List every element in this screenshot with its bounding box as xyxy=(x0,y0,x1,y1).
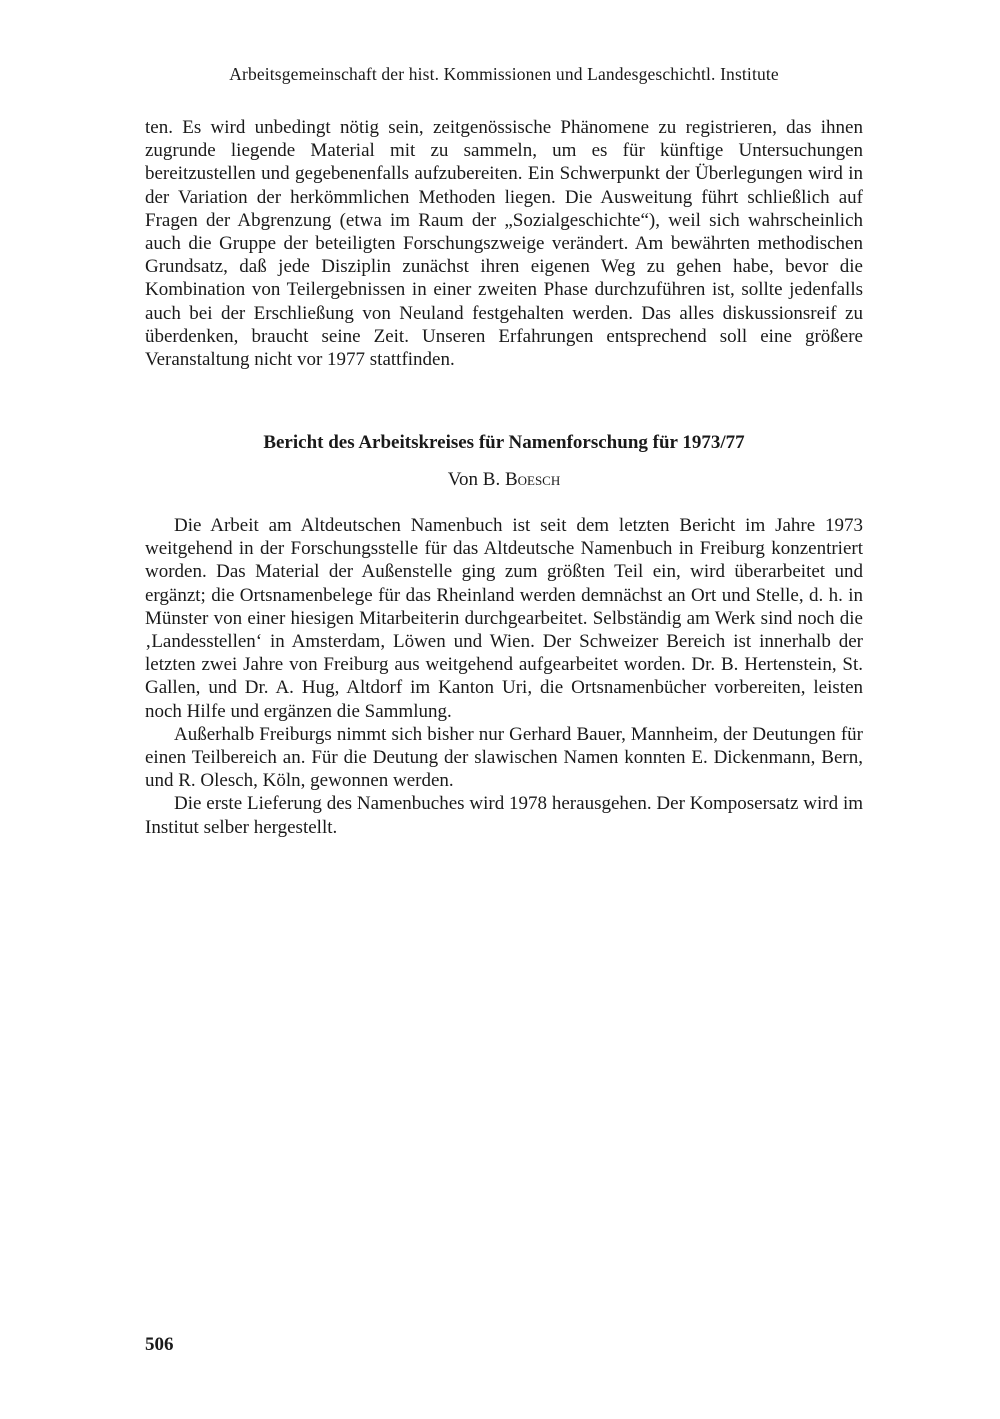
section-paragraph-1: Die Arbeit am Altdeutschen Namenbuch ist seit dem letzten Bericht im Jahre 1973 weitgehend in der Forschungsstelle für das Altdeutsche Namenbuch in Freiburg konzentriert worden. Das Material der Außenstelle ging zum größten Teil ein, wird überarbeitet und ergänzt; die Ortsnamenbelege für das Rheinland werden demnächst an Ort und Stelle, d. h. in Münster von einer hiesigen Mitarbeiterin durchgearbeitet. Selbständig am Werk sind noch die ‚Landesstellen‘ in Amsterdam, Löwen und Wien. Der Schweizer Bereich ist innerhalb der letzten zwei Jahre von Freiburg aus weitgehend aufgearbeitet worden. Dr. B. Hertenstein, St. Gallen, und Dr. A. Hug, Altdorf im Kanton Uri, die Ortsnamenbücher vorbereiten, leisten noch Hilfe und ergänzen die Sammlung. xyxy=(145,515,863,722)
document-page xyxy=(145,0,863,1419)
byline-author: Boesch xyxy=(504,469,561,490)
page-number: 506 xyxy=(145,1334,174,1355)
section-title: Bericht des Arbeitskreises für Namenforschung für 1973/77 xyxy=(263,432,745,453)
byline-prefix: Von B. xyxy=(447,469,501,490)
section-body xyxy=(145,514,863,839)
running-head: Arbeitsgemeinschaft der hist. Kommissionen und Landesgeschichtl. Institute xyxy=(229,64,779,84)
byline xyxy=(145,468,863,492)
section-paragraph-2: Außerhalb Freiburgs nimmt sich bisher nur Gerhard Bauer, Mannheim, der Deutungen für einen Teilbereich an. Für die Deutung der slawischen Namen konnten E. Dickenmann, Bern, und R. Olesch, Köln, gewonnen werden. xyxy=(145,723,863,792)
intro-paragraph: ten. Es wird unbedingt nötig sein, zeitgenössische Phänomene zu registrieren, das ihnen zugrunde liegende Material mit zu sammeln, um es für künftige Untersuchungen bereitzustellen und gegebenenfalls aufzubereiten. Ein Schwerpunkt der Überlegungen wird in der Variation der herkömmlichen Methoden liegen. Die Ausweitung führt schließlich auf Fragen der Abgrenzung (etwa im Raum der „Sozialgeschichte“), weil sich wahrscheinlich auch die Gruppe der beteiligten Forschungszweige verändert. Am bewährten methodischen Grundsatz, daß jede Disziplin zunächst ihren eigenen Weg zu gehen habe, bevor die Kombination von Teilergebnissen in einer zweiten Phase durchzuführen ist, sollte jedenfalls auch bei der Erschließung von Neuland festgehalten werden. Das alles diskussionsreif zu überdenken, braucht seine Zeit. Unseren Erfahrungen entsprechend soll eine größere Veranstaltung nicht vor 1977 stattfinden. xyxy=(145,117,863,371)
section-paragraph-3: Die erste Lieferung des Namenbuches wird 1978 herausgehen. Der Komposersatz wird im Institut selber hergestellt. xyxy=(145,793,863,838)
intro-paragraph-block xyxy=(145,116,863,371)
